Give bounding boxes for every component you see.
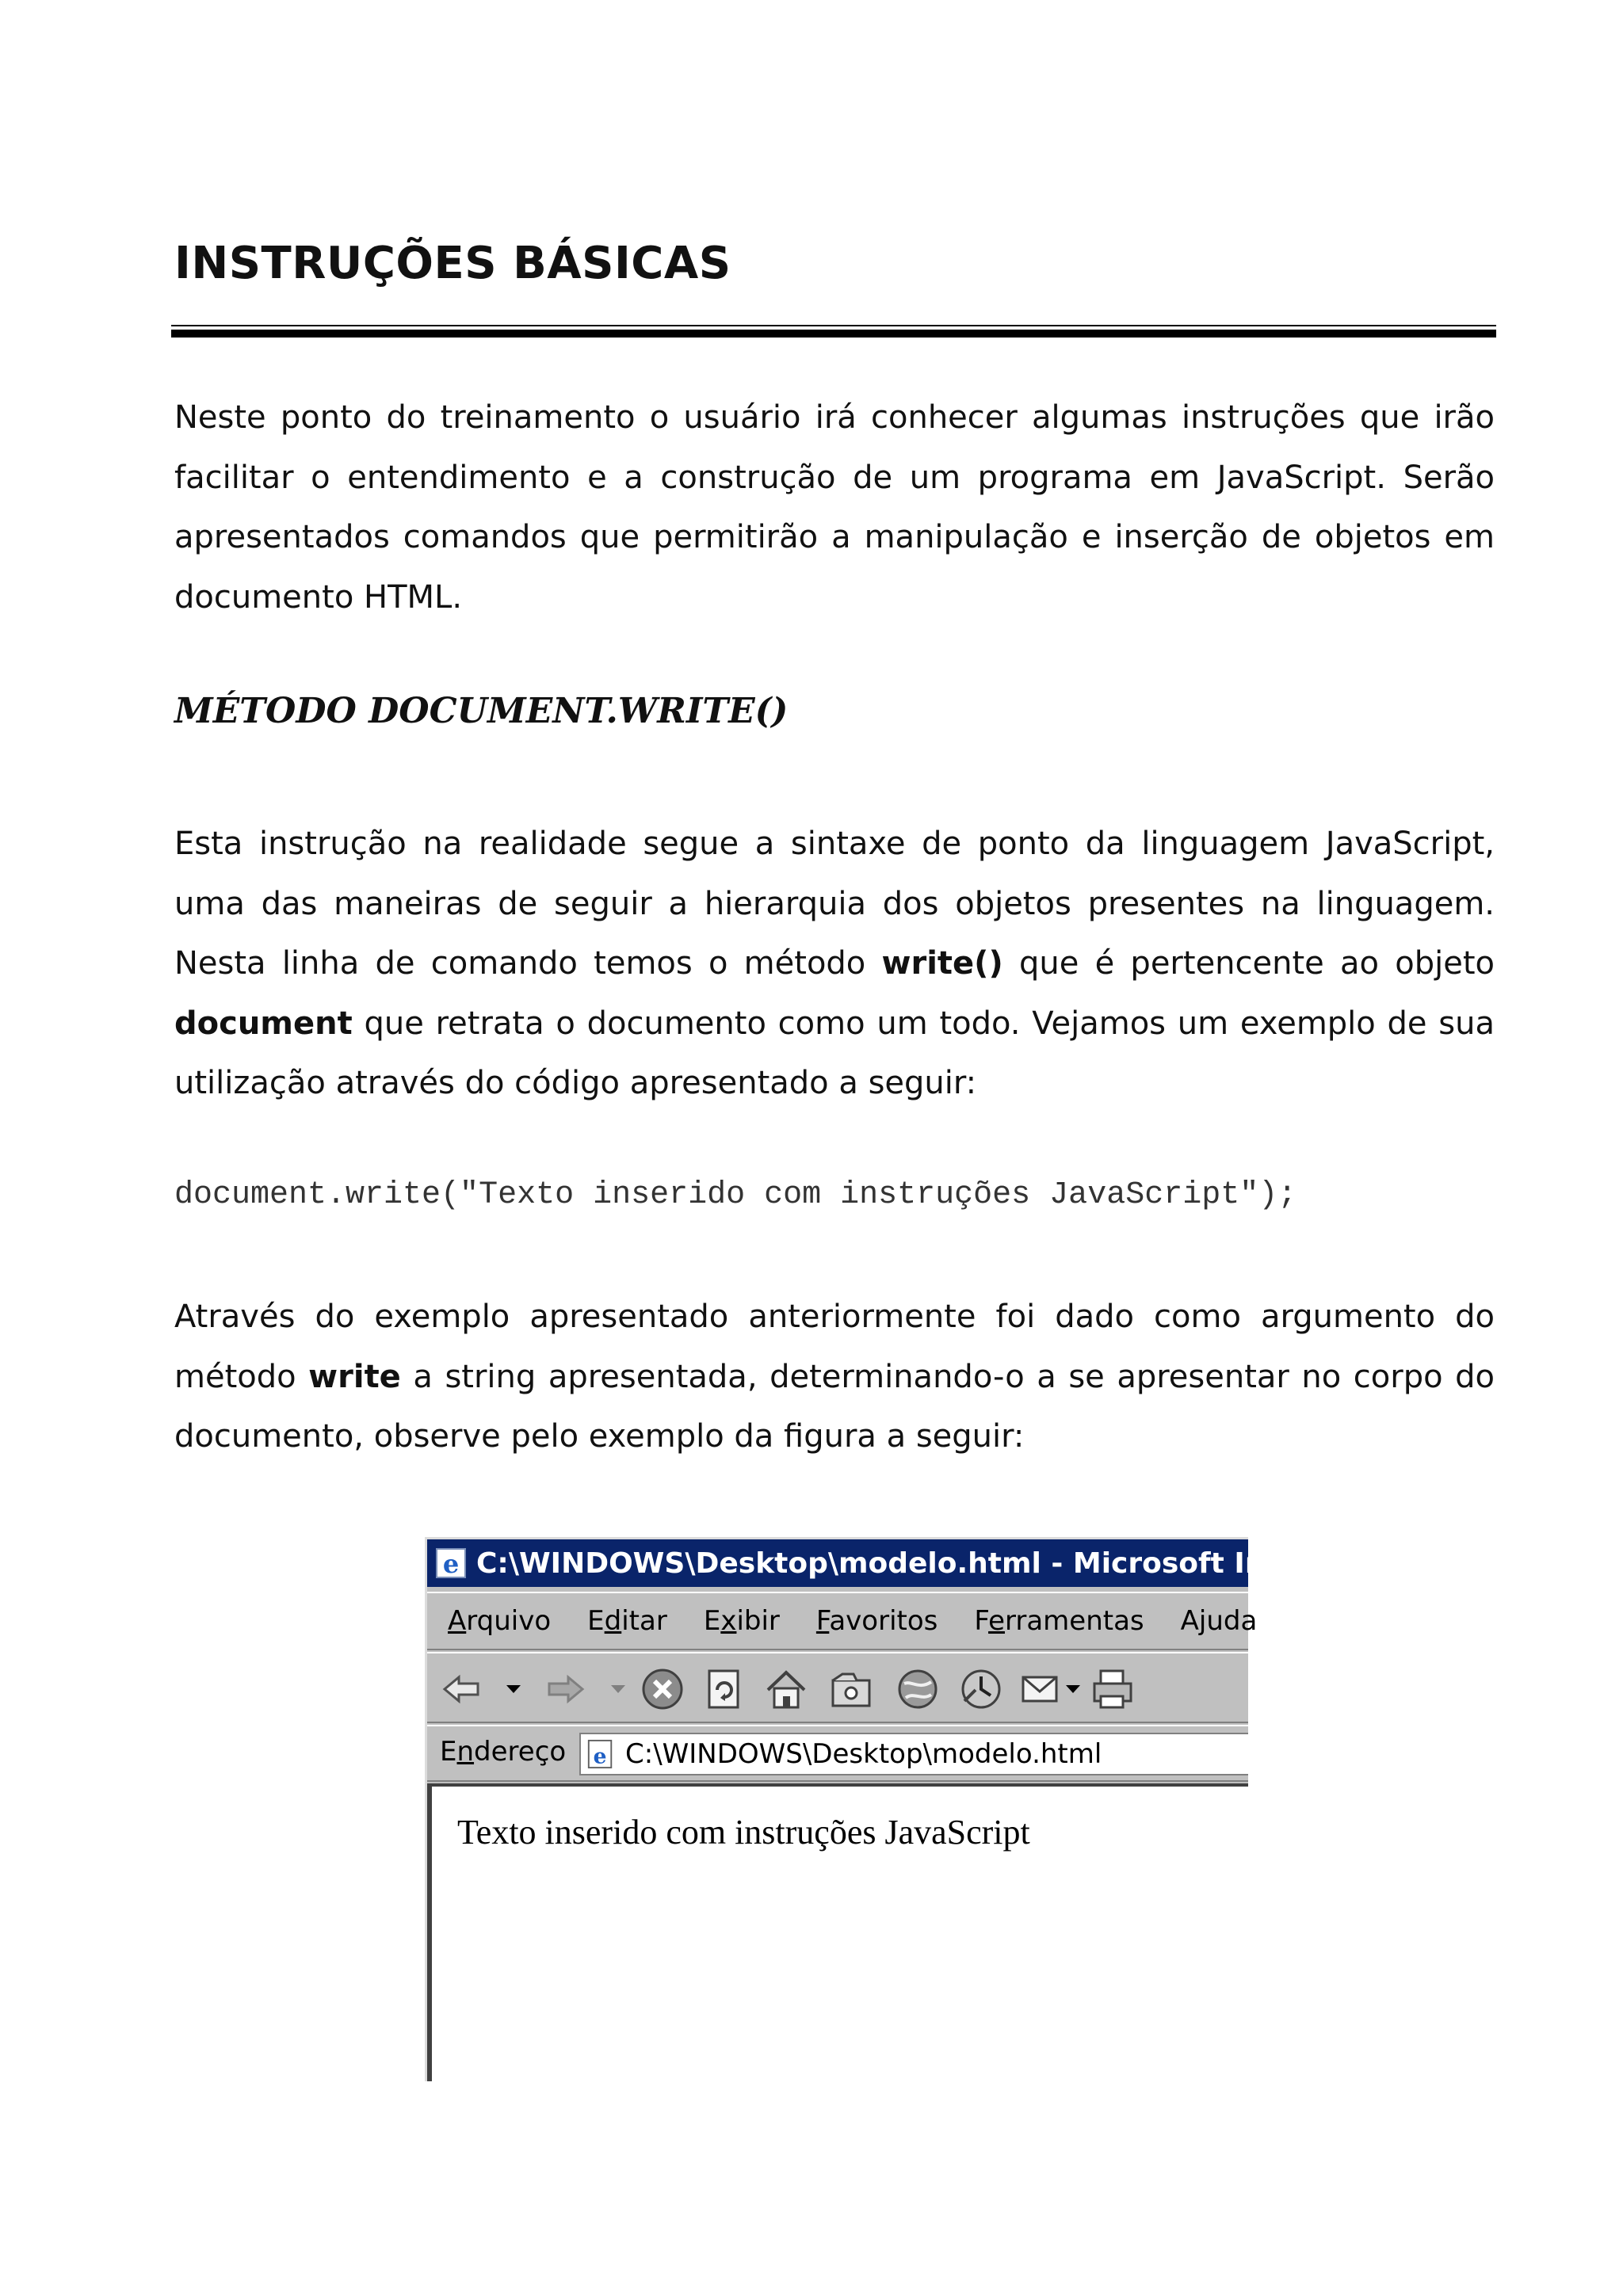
- bold-document-object: document: [174, 1005, 353, 1042]
- svg-text:e: e: [442, 1549, 460, 1579]
- text-run: Esta instrução na realidade segue a sintaxe de ponto da linguagem JavaScript, uma das maneiras de seguir a hierarquia dos objetos presentes na linguagem. Nesta linha de comando temos o método: [174, 826, 1495, 982]
- search-icon[interactable]: [828, 1666, 874, 1712]
- page-title: INSTRUÇÕES BÁSICAS: [174, 238, 731, 289]
- mail-icon[interactable]: [1018, 1666, 1064, 1712]
- browser-content-area: [427, 1783, 1248, 2081]
- browser-screenshot-figure: [425, 1537, 1299, 2081]
- menu-ajuda[interactable]: Ajuda: [1180, 1605, 1258, 1637]
- title-rule-thick: [171, 330, 1496, 338]
- bold-write: write: [308, 1358, 401, 1395]
- stop-icon[interactable]: [640, 1666, 685, 1712]
- favorites-icon[interactable]: [895, 1666, 941, 1712]
- menu-favoritos[interactable]: Favoritos: [815, 1605, 938, 1637]
- text-run: a string apresentada, determinando-o a se apresentar no corpo do documento, observe pelo exemplo da figura a seguir:: [174, 1358, 1495, 1455]
- window-title: C:\WINDOWS\Desktop\modelo.html - Microsoft Inte: [476, 1547, 1299, 1580]
- ie-icon: [435, 1547, 467, 1579]
- text-run: que retrata o documento como um todo. Vejamos um exemplo de sua utilização através do código apresentado a seguir:: [174, 1005, 1495, 1101]
- section-heading: MÉTODO DOCUMENT.WRITE(): [174, 691, 789, 731]
- history-icon[interactable]: [958, 1666, 1004, 1712]
- svg-text:e: e: [593, 1744, 607, 1769]
- forward-dropdown-icon[interactable]: [611, 1685, 625, 1693]
- menu-exibir[interactable]: Exibir: [703, 1605, 780, 1637]
- back-icon[interactable]: [438, 1666, 484, 1712]
- mail-dropdown-icon[interactable]: [1066, 1685, 1080, 1693]
- browser-toolbar: [427, 1652, 1248, 1723]
- address-label: Endereço: [440, 1736, 567, 1768]
- title-rule-thin: [171, 325, 1496, 326]
- example-explanation-paragraph: [174, 1287, 1495, 1467]
- text-run: Através do exemplo apresentado anteriormente foi dado como argumento do método: [174, 1299, 1495, 1395]
- write-description-paragraph: [174, 814, 1495, 1114]
- menu-bar: [427, 1592, 1258, 1650]
- menu-editar[interactable]: Editar: [587, 1605, 667, 1637]
- menu-arquivo[interactable]: Arquivo: [448, 1605, 552, 1637]
- rendered-text: Texto inserido com instruções JavaScript: [457, 1813, 1030, 1852]
- text-run: que é pertencente ao objeto: [1002, 945, 1495, 982]
- menu-ferramentas[interactable]: Ferramentas: [974, 1605, 1144, 1637]
- address-bar: [427, 1725, 1248, 1782]
- back-dropdown-icon[interactable]: [506, 1685, 521, 1693]
- page-icon: [586, 1739, 616, 1769]
- refresh-icon[interactable]: [701, 1666, 747, 1712]
- code-example: document.write("Texto inserido com instruções JavaScript");: [174, 1177, 1297, 1213]
- address-value: C:\WINDOWS\Desktop\modelo.html: [625, 1738, 1102, 1770]
- forward-icon[interactable]: [543, 1666, 589, 1712]
- intro-paragraph: Neste ponto do treinamento o usuário irá conhecer algumas instruções que irão facilitar o entendimento e a construção de um programa em JavaScript. Serão apresentados comandos que permitirão a manipulação e inserção de objetos em documento HTML.: [174, 399, 1495, 616]
- print-icon[interactable]: [1090, 1666, 1136, 1712]
- bold-write-method: write(): [881, 945, 1003, 982]
- home-icon[interactable]: [763, 1666, 809, 1712]
- browser-titlebar: [427, 1539, 1299, 1587]
- address-input[interactable]: [579, 1733, 1248, 1775]
